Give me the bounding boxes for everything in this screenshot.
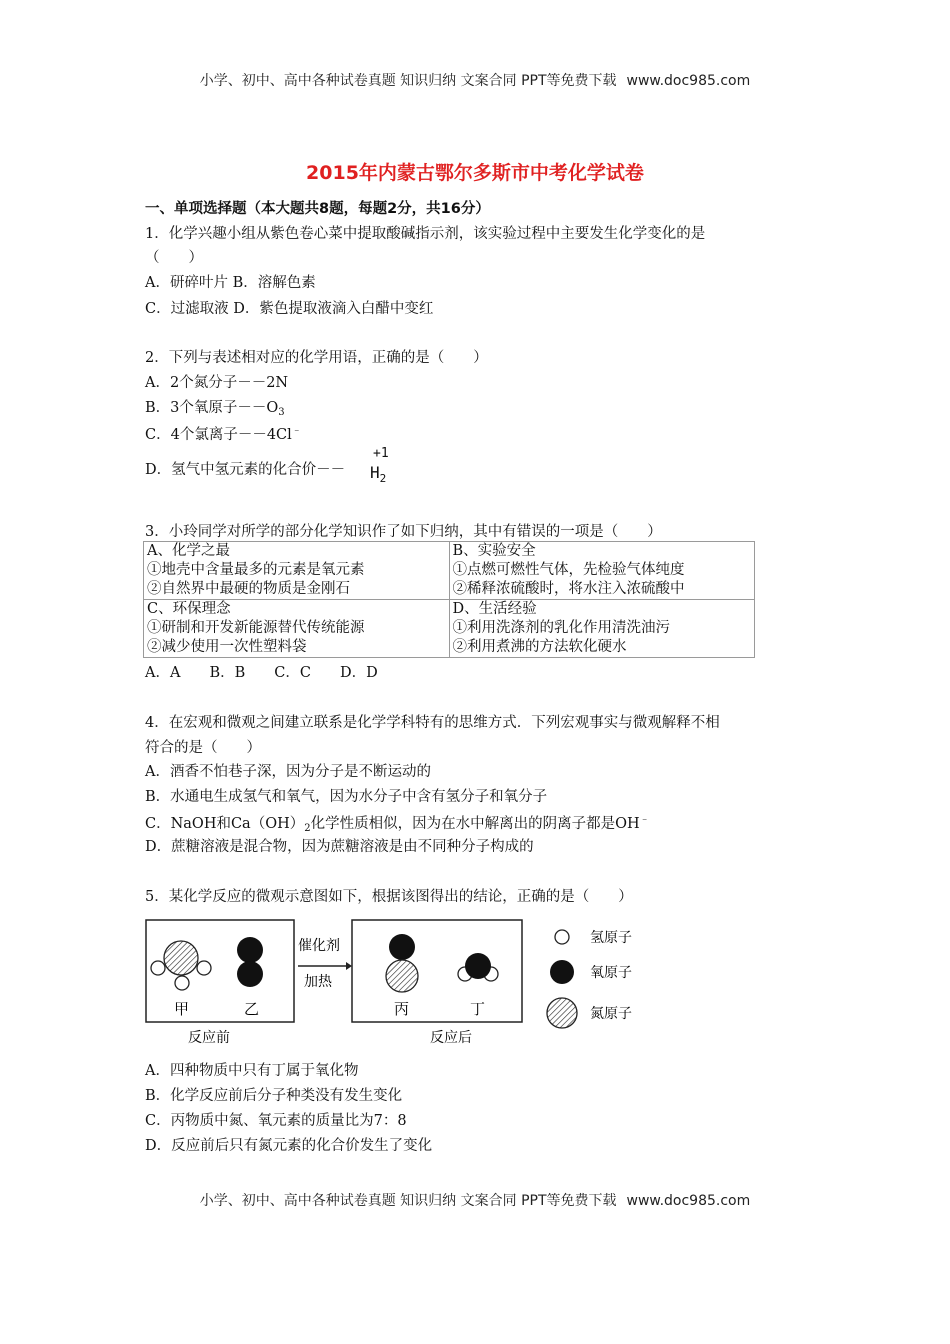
nitrogen-atom xyxy=(386,960,418,992)
h2-valence-formula xyxy=(370,446,400,486)
label-before: 反应前 xyxy=(188,1030,230,1046)
q3-cell-a: A、化学之最 ①地壳中含量最多的元素是氧元素 ②自然界中最硬的物质是金刚石 xyxy=(144,542,450,600)
q2-option-b: B．3个氧原子$--O_3$ xyxy=(145,400,285,418)
h2-formula: $H_2$ xyxy=(370,463,387,486)
q1-stem: 1．化学兴趣小组从紫色卷心菜中提取酸碱指示剂，该实验过程中主要发生化学变化的是 xyxy=(145,226,706,242)
hydrogen-atom xyxy=(151,961,165,975)
q3-cell-b: B、实验安全 ①点燃可燃性气体，先检验气体纯度 ②稀释浓硫酸时，将水注入浓硫酸中 xyxy=(449,542,755,600)
label-yi: 乙 xyxy=(244,1000,260,1018)
q4-option-c: C．NaOH和$Ca(OH)_2$化学性质相似，因为在水中解离出的阴离子都是OH﹣ xyxy=(145,814,650,834)
label-bing: 丙 xyxy=(394,1000,410,1018)
legend-nitrogen-symbol xyxy=(547,998,577,1028)
header-text: 小学、初中、高中各种试卷真题 知识归纳 文案合同 PPT等免费下载 xyxy=(199,73,617,89)
q5-stem: 5．某化学反应的微观示意图如下，根据该图得出的结论，正确的是（ ） xyxy=(145,889,633,905)
label-catalyst: 催化剂 xyxy=(298,938,340,954)
exam-title: 2015年内蒙古鄂尔多斯市中考化学试卷 xyxy=(306,162,644,184)
legend-hydrogen: 氢原子 xyxy=(590,930,632,946)
section-heading: 一、单项选择题（本大题共8题，每题2分，共16分） xyxy=(145,201,490,217)
oxygen-atom xyxy=(237,961,263,987)
label-jia: 甲 xyxy=(174,1000,190,1018)
q5-option-d: D．反应前后只有氮元素的化合价发生了变化 xyxy=(145,1138,433,1154)
legend-oxygen-symbol xyxy=(550,960,574,984)
nitrogen-atom xyxy=(164,941,198,975)
hydrogen-atom xyxy=(197,961,211,975)
before-box xyxy=(146,920,294,1022)
header-site[interactable]: www.doc985.com xyxy=(626,73,751,89)
label-after: 反应后 xyxy=(430,1030,472,1046)
oxygen-atom xyxy=(465,953,491,979)
q4-option-a: A．酒香不怕巷子深，因为分子是不断运动的 xyxy=(145,764,431,780)
label-ding: 丁 xyxy=(470,1000,486,1018)
footer-text: 小学、初中、高中各种试卷真题 知识归纳 文案合同 PPT等免费下载 xyxy=(199,1193,617,1209)
q2-option-c: C．4个氯离子－－4Cl﹣ xyxy=(145,425,302,443)
hydrogen-atom xyxy=(175,976,189,990)
q3-stem: 3．小玲同学对所学的部分化学知识作了如下归纳，其中有错误的一项是（ ） xyxy=(145,524,662,540)
arrow-head xyxy=(346,962,352,970)
q3-cell-d: D、生活经验 ①利用洗涤剂的乳化作用清洗油污 ②利用煮沸的方法软化硬水 xyxy=(449,600,755,658)
q4-option-b: B．水通电生成氢气和氧气，因为水分子中含有氢分子和氧分子 xyxy=(145,789,548,805)
oxygen-atom xyxy=(389,934,415,960)
legend-oxygen: 氧原子 xyxy=(590,965,632,981)
reaction-diagram xyxy=(140,910,660,1050)
q2-option-d: D．氢气中氢元素的化合价－－ xyxy=(145,462,346,478)
legend-nitrogen: 氮原子 xyxy=(590,1006,632,1022)
page-header xyxy=(0,70,950,90)
q4-option-d: D．蔗糖溶液是混合物，因为蔗糖溶液是由不同种分子构成的 xyxy=(145,839,534,855)
q1-options-cd: C．过滤取液 D．紫色提取液滴入白醋中变红 xyxy=(145,301,434,317)
q3-options: A．A B．B C．C D．D xyxy=(145,665,378,681)
q4-stem: 4．在宏观和微观之间建立联系是化学学科特有的思维方式．下列宏观事实与微观解释不相 xyxy=(145,715,720,731)
q1-stem-bracket: （ ） xyxy=(145,250,203,266)
q4-stem-2: 符合的是（ ） xyxy=(145,740,261,756)
oxygen-atom xyxy=(237,937,263,963)
q1-options-ab: A．研碎叶片 B．溶解色素 xyxy=(145,275,316,291)
q2-stem: 2．下列与表述相对应的化学用语，正确的是（ ） xyxy=(145,350,488,366)
valence-label: +1 xyxy=(373,446,389,461)
q2-option-a: A．2个氮分子－－2N xyxy=(145,375,289,391)
q3-table xyxy=(143,541,755,658)
q5-option-b: B．化学反应前后分子种类没有发生变化 xyxy=(145,1088,403,1104)
label-heat: 加热 xyxy=(304,974,332,990)
q3-cell-c: C、环保理念 ①研制和开发新能源替代传统能源 ②减少使用一次性塑料袋 xyxy=(144,600,450,658)
footer-site[interactable]: www.doc985.com xyxy=(626,1193,751,1209)
page-footer xyxy=(0,1190,950,1210)
q5-option-a: A．四种物质中只有丁属于氧化物 xyxy=(145,1063,359,1079)
legend-hydrogen-symbol xyxy=(555,930,569,944)
q5-option-c: C．丙物质中氮、氧元素的质量比为7：8 xyxy=(145,1113,407,1129)
